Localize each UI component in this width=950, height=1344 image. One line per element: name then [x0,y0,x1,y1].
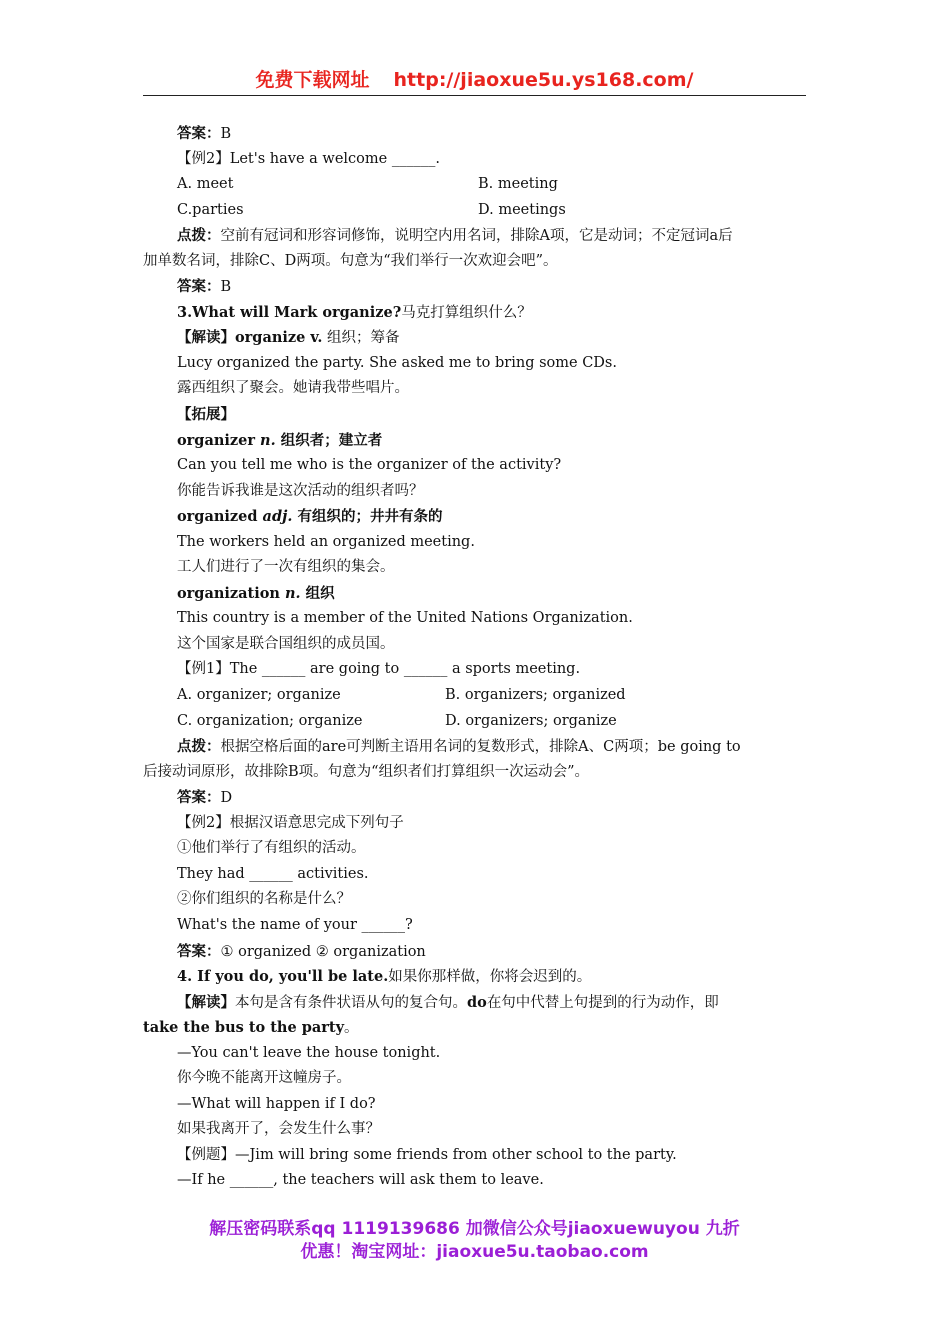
explanation-line: 【解读】本句是含有条件状语从句的复合句。do在句中代替上句提到的行为动作，即 [177,993,719,1011]
explanation-continuation: take the bus to the party。 [143,1019,359,1037]
dialogue-line: —You can't leave the house tonight. [177,1044,441,1061]
vocab-entry: organizer n. 组织者；建立者 [177,431,383,449]
extension-heading: 【拓展】 [177,406,235,424]
answer-line: 答案：① organized ② organization [177,942,426,960]
dialogue-line: —What will happen if I do? [177,1095,376,1112]
vocab-entry: organization n. 组织 [177,584,335,602]
translation-line: 你能告诉我谁是这次活动的组织者吗？ [177,482,424,499]
vocab-entry: organized adj. 有组织的；井井有条的 [177,508,443,526]
option-row: A. organizer; organize B. organizers; organized [177,687,626,704]
footer-line-2: 优惠！淘宝网址：jiaoxue5u.taobao.com [300,1242,649,1262]
footer-line-1: 解压密码联系qq 1119139686 加微信公众号jiaoxuewuyou 九折 [209,1219,740,1239]
translation-line: 露西组织了聚会。她请我带些唱片。 [177,380,409,397]
fill-blank-sentence: What's the name of your ______? [177,916,413,933]
header-url-link[interactable]: http://jiaoxue5u.ys168.com/ [393,69,694,91]
example-question: 【例题】—Jim will bring some friends from other school to the party. [177,1146,677,1163]
hint-continuation: 后接动词原形，故排除B项。句意为“组织者们打算组织一次运动会”。 [143,763,589,780]
translation-line: ②你们组织的名称是什么？ [177,891,351,908]
header-label: 免费下载网址 [255,69,370,91]
example-question: 【例2】Let's have a welcome ______. [177,150,440,167]
answer-line: 答案：B [177,278,232,296]
example-sentence: The workers held an organized meeting. [177,533,475,550]
download-header [143,66,806,94]
hint-line: 点拨：空前有冠词和形容词修饰，说明空内用名词，排除A项，它是动词；不定冠词a后 [177,227,733,245]
example-sentence: This country is a member of the United Nations Organization. [177,610,633,627]
translation-line: 你今晚不能离开这幢房子。 [177,1070,351,1087]
translation-line: 如果我离开了，会发生什么事？ [177,1121,380,1138]
hint-line: 点拨：根据空格后面的are可判断主语用名词的复数形式，排除A、C两项；be going to [177,738,741,756]
example-sentence: Lucy organized the party. She asked me to bring some CDs. [177,354,617,371]
example-question: 【例2】根据汉语意思完成下列句子 [177,814,404,831]
example-question: 【例1】The ______ are going to ______ a sports meeting. [177,661,581,678]
option-row: C.parties D. meetings [177,201,566,218]
explanation-line: 【解读】organize v. 组织；筹备 [177,329,400,347]
dialogue-line: —If he ______, the teachers will ask them to leave. [177,1172,544,1189]
option-row: C. organization; organize D. organizers; organize [177,712,617,729]
option-row: A. meet B. meeting [177,176,558,193]
promo-footer [143,1218,806,1264]
section-heading: 3.What will Mark organize?马克打算组织什么？ [177,303,532,321]
fill-blank-sentence: They had ______ activities. [177,865,369,882]
hint-continuation: 加单数名词，排除C、D两项。句意为“我们举行一次欢迎会吧”。 [143,252,558,269]
example-sentence: Can you tell me who is the organizer of the activity? [177,457,562,474]
header-divider [143,95,806,96]
answer-line: 答案：B [177,125,232,142]
document-body [143,121,806,1194]
section-heading: 4. If you do, you'll be late.如果你那样做，你将会迟到的。 [177,968,592,986]
answer-line: 答案：D [177,789,233,807]
translation-line: 这个国家是联合国组织的成员国。 [177,635,395,652]
translation-line: ①他们举行了有组织的活动。 [177,840,366,857]
translation-line: 工人们进行了一次有组织的集会。 [177,559,395,576]
